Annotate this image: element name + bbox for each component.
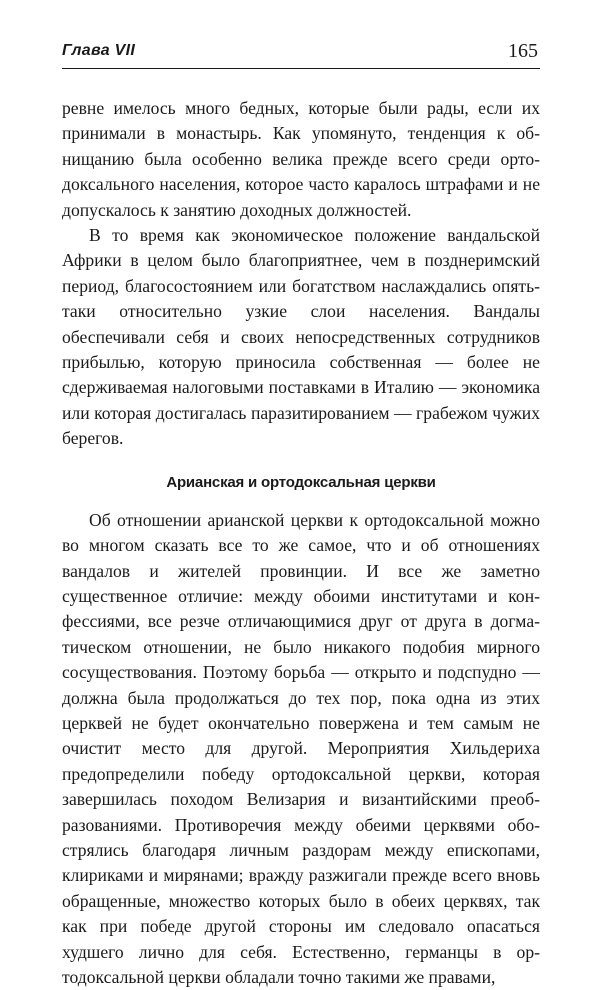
paragraph-churches: Об отношении арианской церкви к ортодоксальной можно во многом сказать все то же самое, что и об отношениях вандалов и жителей провинции. И все же заметно существенное отличие: между обоими институтами и конфессиями, все резче отличающимися друг от друга в догматическом отношении, не было никакого подобия мирного сосуществования. Поэтому борьба — открыто и подспудно — должна была продолжаться до тех пор, пока одна из этих церквей не будет окончательно повержена и тем самым не очистит место для другой. Мероприятия Хильдериха предопределили победу ортодоксальной церкви, которая завершилась походом Велизария и византийскими преобразованиями. Противоречия между обеими церквями обострялись благодаря личным раздорам между епископами, клириками и мирянами; вражду разжигали прежде всего вновь обращенные, множество которых было в обеих церквях, так как при победе другой стороны им следовало опасаться худшего лично для себя. Естественно, германцы в ортодоксальной церкви обладали точно такими же правами,	[62, 509, 540, 987]
paragraph-continued: ревне имелось много бедных, которые были рады, если их принимали в монастырь. Как упомянуто, тенденция к обнищанию была особенно велика прежде всего среди ортодоксального населения, которое часто каралось штрафами и не допускалось к занятию доходных должностей.	[62, 98, 540, 220]
chapter-label: Глава VII	[62, 42, 136, 59]
header-rule	[62, 68, 540, 69]
page-body	[62, 96, 540, 990]
page-number: 165	[508, 40, 538, 62]
section-heading: Арианская и ортодоксальная церкви	[166, 473, 436, 491]
paragraph-economy: В то время как экономическое положение вандальской Африки в целом было благоприятнее, чем в позднеримский период, благосостоянием или богатством наслаждались опять-таки относительно узкие слои населения. Вандалы обеспечивали себя и своих непосредственных сотрудников прибылью, которую приносила собственная — более не сдерживаемая налоговыми поставками в Италию — экономика или которая достигалась паразитированием — грабежом чужих берегов.	[62, 225, 540, 449]
running-head	[62, 38, 540, 66]
